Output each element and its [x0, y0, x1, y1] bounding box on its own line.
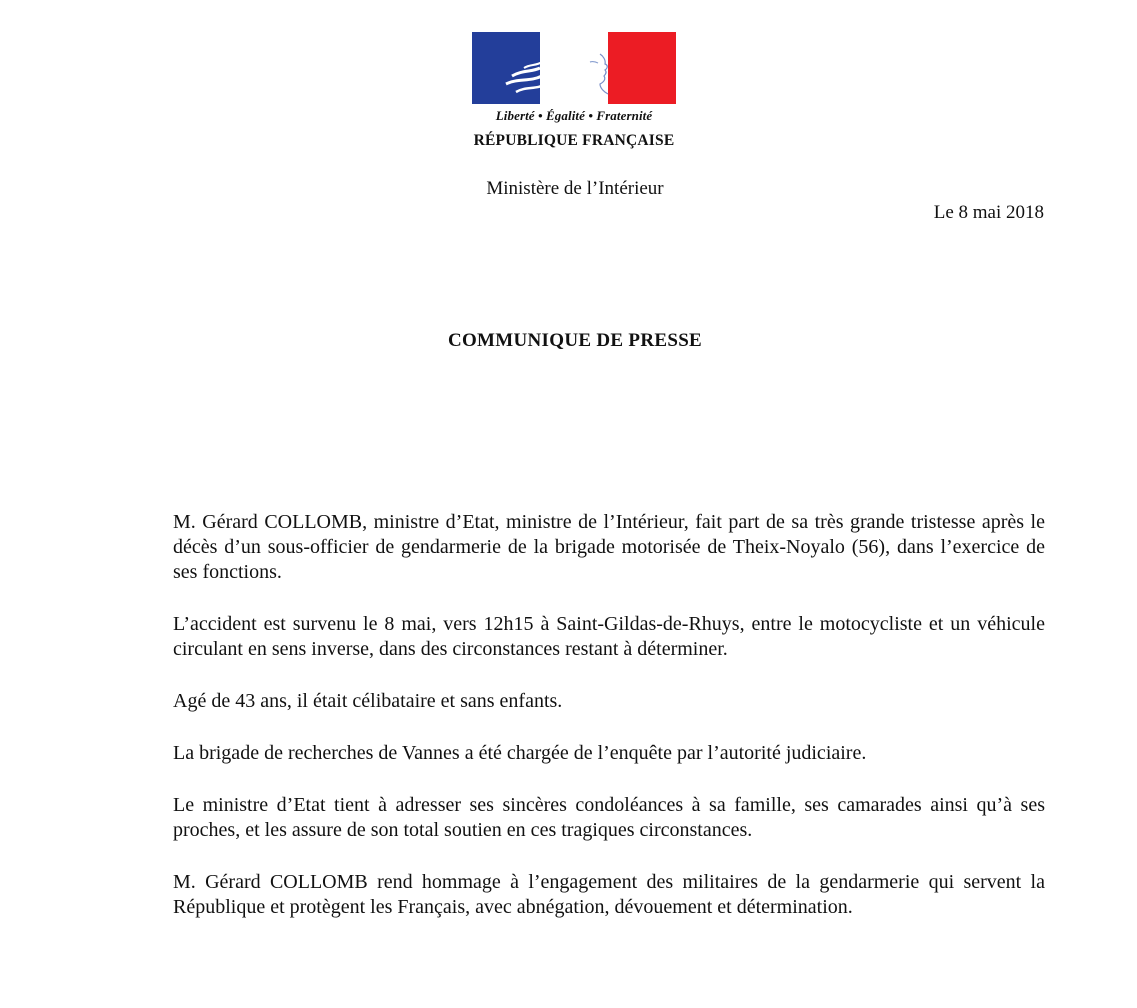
- paragraph-accident: L’accident est survenu le 8 mai, vers 12h15 à Saint-Gildas-de-Rhuys, entre le motocycliste et un véhicule circulant en sens inverse, dans des circonstances restant à déterminer.: [173, 613, 1045, 660]
- paragraph-tribute: M. Gérard COLLOMB rend hommage à l’engagement des militaires de la gendarmerie qui servent la République et protègent les Français, avec abnégation, dévouement et détermination.: [173, 871, 1045, 918]
- paragraph-condolences: Le ministre d’Etat tient à adresser ses sincères condoléances à sa famille, ses camarades ainsi qu’à ses proches, et les assure de son total soutien en ces tragiques circonstances.: [173, 794, 1045, 841]
- document-date: Le 8 mai 2018: [933, 202, 1044, 223]
- page-title: COMMUNIQUE DE PRESSE: [447, 330, 703, 351]
- press-release-body: [173, 510, 1045, 947]
- paragraph-investigation: La brigade de recherches de Vannes a été chargée de l’enquête par l’autorité judiciaire.: [173, 742, 867, 764]
- ministry-name: Ministère de l’Intérieur: [486, 178, 664, 199]
- motto: Liberté • Égalité • Fraternité: [495, 108, 653, 123]
- paragraph-announcement: M. Gérard COLLOMB, ministre d’Etat, ministre de l’Intérieur, fait part de sa très grande tristesse après le décès d’un sous-officier de gendarmerie de la brigade motorisée de Theix-Noyalo (56), dans l’exercice de ses fonctions.: [173, 511, 1045, 583]
- paragraph-age: Agé de 43 ans, il était célibataire et sans enfants.: [173, 690, 563, 712]
- marianne-flag-icon: [472, 32, 676, 104]
- republique-francaise-logo: [472, 32, 676, 156]
- republic-name: RÉPUBLIQUE FRANÇAISE: [473, 132, 675, 149]
